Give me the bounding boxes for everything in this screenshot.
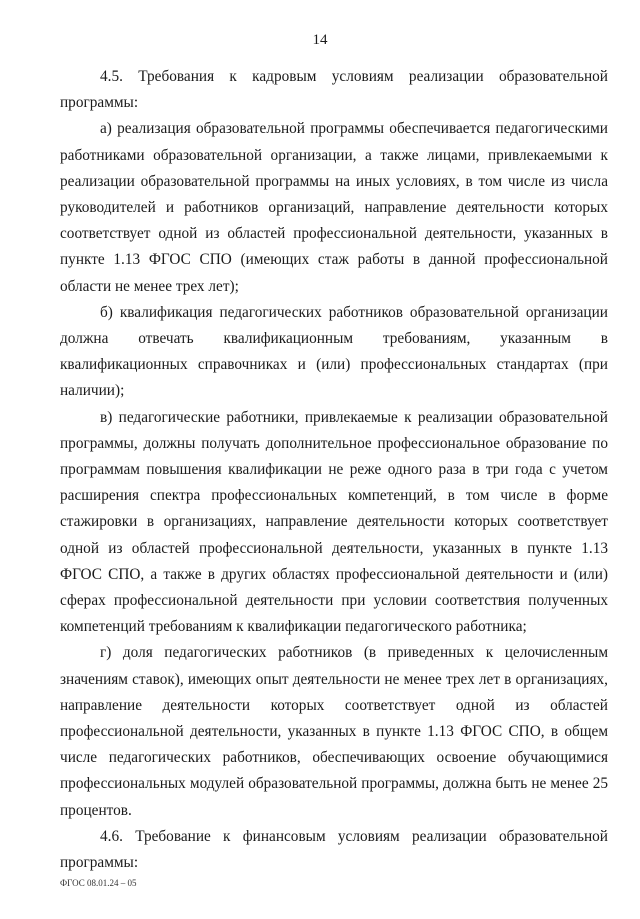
page-number: 14: [312, 32, 328, 48]
paragraph-4-6-heading: 4.6. Требование к финансовым условиям реализации образовательной программы:: [60, 827, 608, 872]
paragraph-item-g: г) доля педагогических работников (в приведенных к целочисленным значениям ставок), имеющих опыт деятельности не менее трех лет в организациях, направление деятельности которых соответствует одной из областей профессиональной деятельности, указанных в пункте 1.13 ФГОС СПО, в общем числе педагогических работников, обеспечивающих освоение обучающимися профессиональных модулей образовательной программы, должна быть не менее 25 процентов.: [60, 644, 608, 819]
paragraph-item-a: а) реализация образовательной программы обеспечивается педагогическими работниками образовательной организации, а также лицами, привлекаемыми к реализации образовательной программы на иных условиях, в том числе из числа руководителей и работников организаций, направление деятельности которых соответствует одной из областей профессиональной деятельности, указанных в пункте 1.13 ФГОС СПО (имеющих стаж работы в данной профессиональной области не менее трех лет);: [60, 120, 608, 295]
paragraph-4-5-heading: 4.5. Требования к кадровым условиям реализации образовательной программы:: [60, 68, 608, 112]
paragraph-item-b: б) квалификация педагогических работников образовательной организации должна отвечать квалификационным требованиям, указанным в квалификационных справочниках и (или) профессиональных стандартах (при наличии);: [60, 303, 608, 400]
paragraph-item-v: в) педагогические работники, привлекаемые к реализации образовательной программы, должны получать дополнительное профессиональное образование по программам повышения квалификации не реже одного раза в три года с учетом расширения спектра профессиональных компетенций, в том числе в форме стажировки в организациях, направление деятельности которых соответствует одной из областей профессиональной деятельности, указанных в пункте 1.13 ФГОС СПО, а также в других областях профессиональной деятельности и (или) сферах профессиональной деятельности при условии соответствия полученных компетенций требованиям к квалификации педагогического работника;: [60, 408, 608, 636]
document-body: [60, 64, 608, 876]
footer-document-code: ФГОС 08.01.24 – 05: [60, 878, 137, 888]
